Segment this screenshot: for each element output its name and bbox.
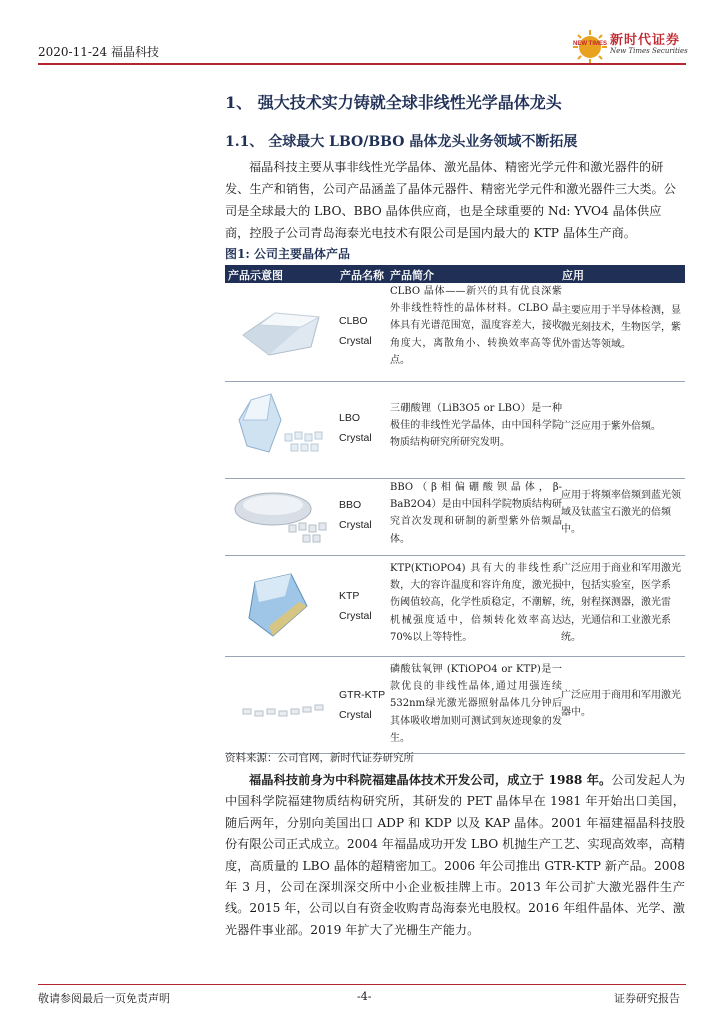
page-number: -4- — [357, 990, 372, 1003]
product-app: 广泛应用于紫外倍频。 — [561, 421, 661, 432]
figure-source: 资料来源：公司官网，新时代证券研究所 — [225, 752, 414, 764]
header-rule — [38, 63, 686, 65]
table-row — [225, 479, 685, 556]
figure-title: 图1: 公司主要晶体产品 — [225, 247, 350, 261]
product-name: GTR-KTP Crystal — [339, 689, 386, 721]
product-name: KTP Crystal — [339, 590, 372, 622]
col-header-image: 产品示意图 — [228, 269, 283, 282]
intro-paragraph: 福晶科技主要从事非线性光学晶体、激光晶体、精密光学元件和激光器件的研发、生产和销售，公司产品涵盖了晶体元器件、精密光学元件和激光器件三大类。公司是全球最大的 LBO、BBO 晶体供应商，也是全球重要的 Nd: YVO4 晶体供应商，控股子公司青岛海泰光电技术有限公司是国内最大的 KTP 晶体生产商。 — [225, 160, 676, 240]
col-header-name: 产品名称 — [340, 269, 384, 282]
table-row — [225, 283, 685, 382]
col-header-desc: 产品简介 — [390, 269, 434, 282]
product-name: CLBO Crystal — [339, 315, 372, 347]
product-name: BBO Crystal — [339, 499, 372, 531]
product-app: 广泛应用于商业和军用激光中，包括实验室，医学系统，射程探测器，激光雷达，光通信和工业激光系统。 — [561, 563, 681, 643]
history-body: 公司发起人为中国科学院福建物质结构研究所，其研发的 PET 晶体早在 1981 年开始出口美国，随后两年，分别向美国出口 ADP 和 KDP 以及 KAP 晶体。2001 年福建福晶科技股份有限公司正式成立。2004 年福晶成功开发 LBO 机抛生产工艺、实现高效率，高精度，高质量的 LBO 晶体的超精密加工。2006 年公司推出 GTR-KTP 新产品。2008 年 3 月，公司在深圳深交所中小企业板挂牌上市。2013 年公司扩大激光器件生产线。2015 年，公司以自有资金收购青岛海泰光电股权。2016 年组件晶体、光学、激光器件事业部。2019 年扩大了光栅生产能力。 — [225, 773, 686, 937]
col-header-app: 应用 — [562, 269, 584, 282]
product-name: LBO Crystal — [339, 412, 372, 444]
lbo-crystal-image — [229, 390, 333, 470]
product-app: 应用于将频率倍频到蓝光领域及钛蓝宝石激光的倍频中。 — [561, 490, 681, 536]
footer-disclaimer: 敬请参阅最后一页免责声明 — [38, 992, 170, 1005]
table-row — [225, 382, 685, 479]
footer-rule — [38, 984, 686, 985]
logo-text: NEW TIMES — [573, 41, 607, 47]
table-row — [225, 657, 685, 754]
product-desc: KTP(KTiOPO4) 具有大的非线性系数，大的容许温度和容许角度，激光损伤阈值较高，化学性质稳定，不潮解，机械强度适中，倍频转化效率高达70%以上等特性。 — [390, 563, 562, 643]
product-desc: BBO（β相偏硼酸钡晶体，β-BaB2O4）是由中国科学院物质结构研究首次发现和研制的新型紫外倍频晶体。 — [390, 482, 562, 545]
product-app: 主要应用于半导体检测，显微光刻技术，生物医学，紫外雷达等领域。 — [561, 305, 681, 351]
product-app: 广泛应用于商用和军用激光器中。 — [561, 690, 681, 719]
brand-subtitle: New Times Securities — [610, 47, 688, 55]
brand-name: 新时代证券 — [610, 33, 681, 48]
product-desc: CLBO 晶体——新兴的具有优良深紫外非线性特性的晶体材料。CLBO 晶体具有光谱范围宽，温度容差大，接收角度大，离散角小、转换效率高等优点。 — [390, 286, 562, 366]
bbo-crystal-image — [229, 485, 333, 549]
subsection-heading: 1.1、 全球最大 LBO/BBO 晶体龙头业务领域不断拓展 — [225, 134, 578, 150]
section-heading: 1、 强大技术实力铸就全球非线性光学晶体龙头 — [225, 93, 562, 112]
gtr-ktp-crystal-image — [229, 669, 333, 741]
product-desc: 磷酸钛氧钾 (KTiOPO4 or KTP)是一款优良的非线性晶体,通过用强连续532nm绿光激光器照射晶体几分钟后其体吸收增加则可测试到灰迹现象的发生。 — [390, 664, 562, 744]
product-table — [225, 265, 685, 754]
history-paragraph — [225, 770, 685, 941]
product-desc: 三硼酸锂（LiB3O5 or LBO）是一种极佳的非线性光学晶体，由中国科学院物质结构研究所研究发明。 — [390, 403, 562, 449]
table-row — [225, 556, 685, 657]
ktp-crystal-image — [229, 566, 333, 646]
sun-logo-icon — [572, 29, 608, 65]
history-lead: 福晶科技前身为中科院福建晶体技术开发公司，成立于 1988 年。 — [249, 773, 612, 787]
footer-report-type: 证券研究报告 — [614, 992, 680, 1005]
header-date-company: 2020-11-24 福晶科技 — [38, 45, 160, 59]
clbo-crystal-image — [229, 295, 333, 367]
table-header — [225, 265, 685, 283]
